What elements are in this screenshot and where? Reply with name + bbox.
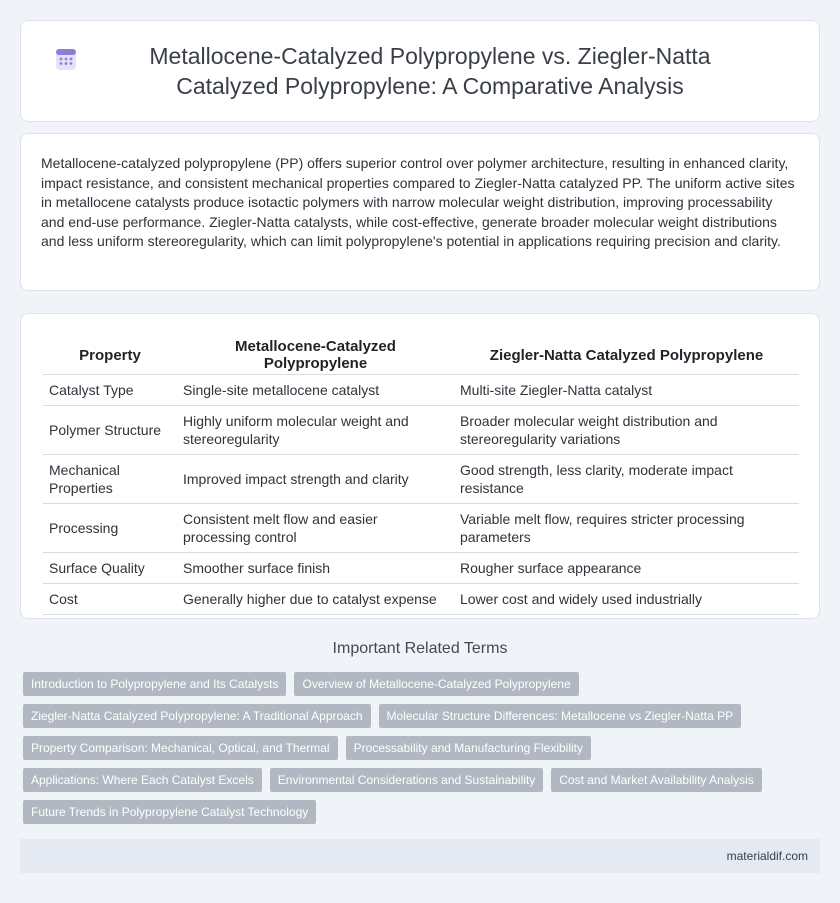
row-metallocene-value: Improved impact strength and clarity (177, 455, 454, 504)
row-property: Processing (43, 504, 177, 553)
row-property: Polymer Structure (43, 406, 177, 455)
table-row (43, 504, 799, 553)
related-term-tag[interactable]: Future Trends in Polypropylene Catalyst Technology (23, 800, 316, 824)
row-ziegler-natta-value: Rougher surface appearance (454, 553, 799, 584)
row-ziegler-natta-value: Variable melt flow, requires stricter processing parameters (454, 504, 799, 553)
header-card (20, 20, 820, 122)
related-term-tag[interactable]: Overview of Metallocene-Catalyzed Polypropylene (294, 672, 578, 696)
related-term-tag[interactable]: Molecular Structure Differences: Metallocene vs Ziegler-Natta PP (379, 704, 742, 728)
table-row (43, 375, 799, 406)
row-ziegler-natta-value: Broader molecular weight distribution and stereoregularity variations (454, 406, 799, 455)
row-property: Catalyst Type (43, 375, 177, 406)
table-row (43, 553, 799, 584)
related-term-tag[interactable]: Environmental Considerations and Sustainability (270, 768, 543, 792)
row-metallocene-value: Single-site metallocene catalyst (177, 375, 454, 406)
related-terms-title: Important Related Terms (332, 640, 508, 657)
header-metallocene: Metallocene-Catalyzed Polypropylene (177, 332, 454, 375)
related-term-tag[interactable]: Applications: Where Each Catalyst Excels (23, 768, 262, 792)
row-property: Cost (43, 584, 177, 615)
related-term-tag[interactable]: Processability and Manufacturing Flexibility (346, 736, 591, 760)
row-metallocene-value: Highly uniform molecular weight and stereoregularity (177, 406, 454, 455)
table-row (43, 455, 799, 504)
header-property: Property (43, 332, 177, 375)
related-term-tag[interactable]: Introduction to Polypropylene and Its Catalysts (23, 672, 286, 696)
row-metallocene-value: Smoother surface finish (177, 553, 454, 584)
related-terms-list (23, 672, 823, 824)
intro-paragraph: Metallocene-catalyzed polypropylene (PP) offers superior control over polymer architecture, resulting in enhanced clarity, impact resistance, and consistent mechanical properties compared to Ziegler-Natta catalyzed PP. The uniform active sites in metallocene catalysts produce isotactic polymers with narrow molecular weight distribution, improving processability and end-use performance. Ziegler-Natta catalysts, while cost-effective, generate broader molecular weight distributions and less uniform stereoregularity, which can limit polypropylene's potential in applications requiring precision and clarity. (41, 155, 795, 250)
row-property: Mechanical Properties (43, 455, 177, 504)
comparison-table (43, 332, 799, 615)
intro-card (20, 133, 820, 291)
comparison-card (20, 313, 820, 619)
row-ziegler-natta-value: Lower cost and widely used industrially (454, 584, 799, 615)
row-ziegler-natta-value: Multi-site Ziegler-Natta catalyst (454, 375, 799, 406)
related-term-tag[interactable]: Ziegler-Natta Catalyzed Polypropylene: A Traditional Approach (23, 704, 371, 728)
table-row (43, 584, 799, 615)
table-header-row (43, 332, 799, 375)
page-title: Metallocene-Catalyzed Polypropylene vs. Ziegler-Natta Catalyzed Polypropylene: A Comparative Analysis (149, 43, 711, 99)
row-ziegler-natta-value: Good strength, less clarity, moderate impact resistance (454, 455, 799, 504)
footer (20, 839, 820, 873)
row-metallocene-value: Consistent melt flow and easier processing control (177, 504, 454, 553)
row-metallocene-value: Generally higher due to catalyst expense (177, 584, 454, 615)
table-row (43, 406, 799, 455)
related-term-tag[interactable]: Cost and Market Availability Analysis (551, 768, 762, 792)
row-property: Surface Quality (43, 553, 177, 584)
footer-site-link[interactable]: materialdif.com (726, 849, 808, 863)
header-ziegler-natta: Ziegler-Natta Catalyzed Polypropylene (454, 332, 799, 375)
related-term-tag[interactable]: Property Comparison: Mechanical, Optical, and Thermal (23, 736, 338, 760)
